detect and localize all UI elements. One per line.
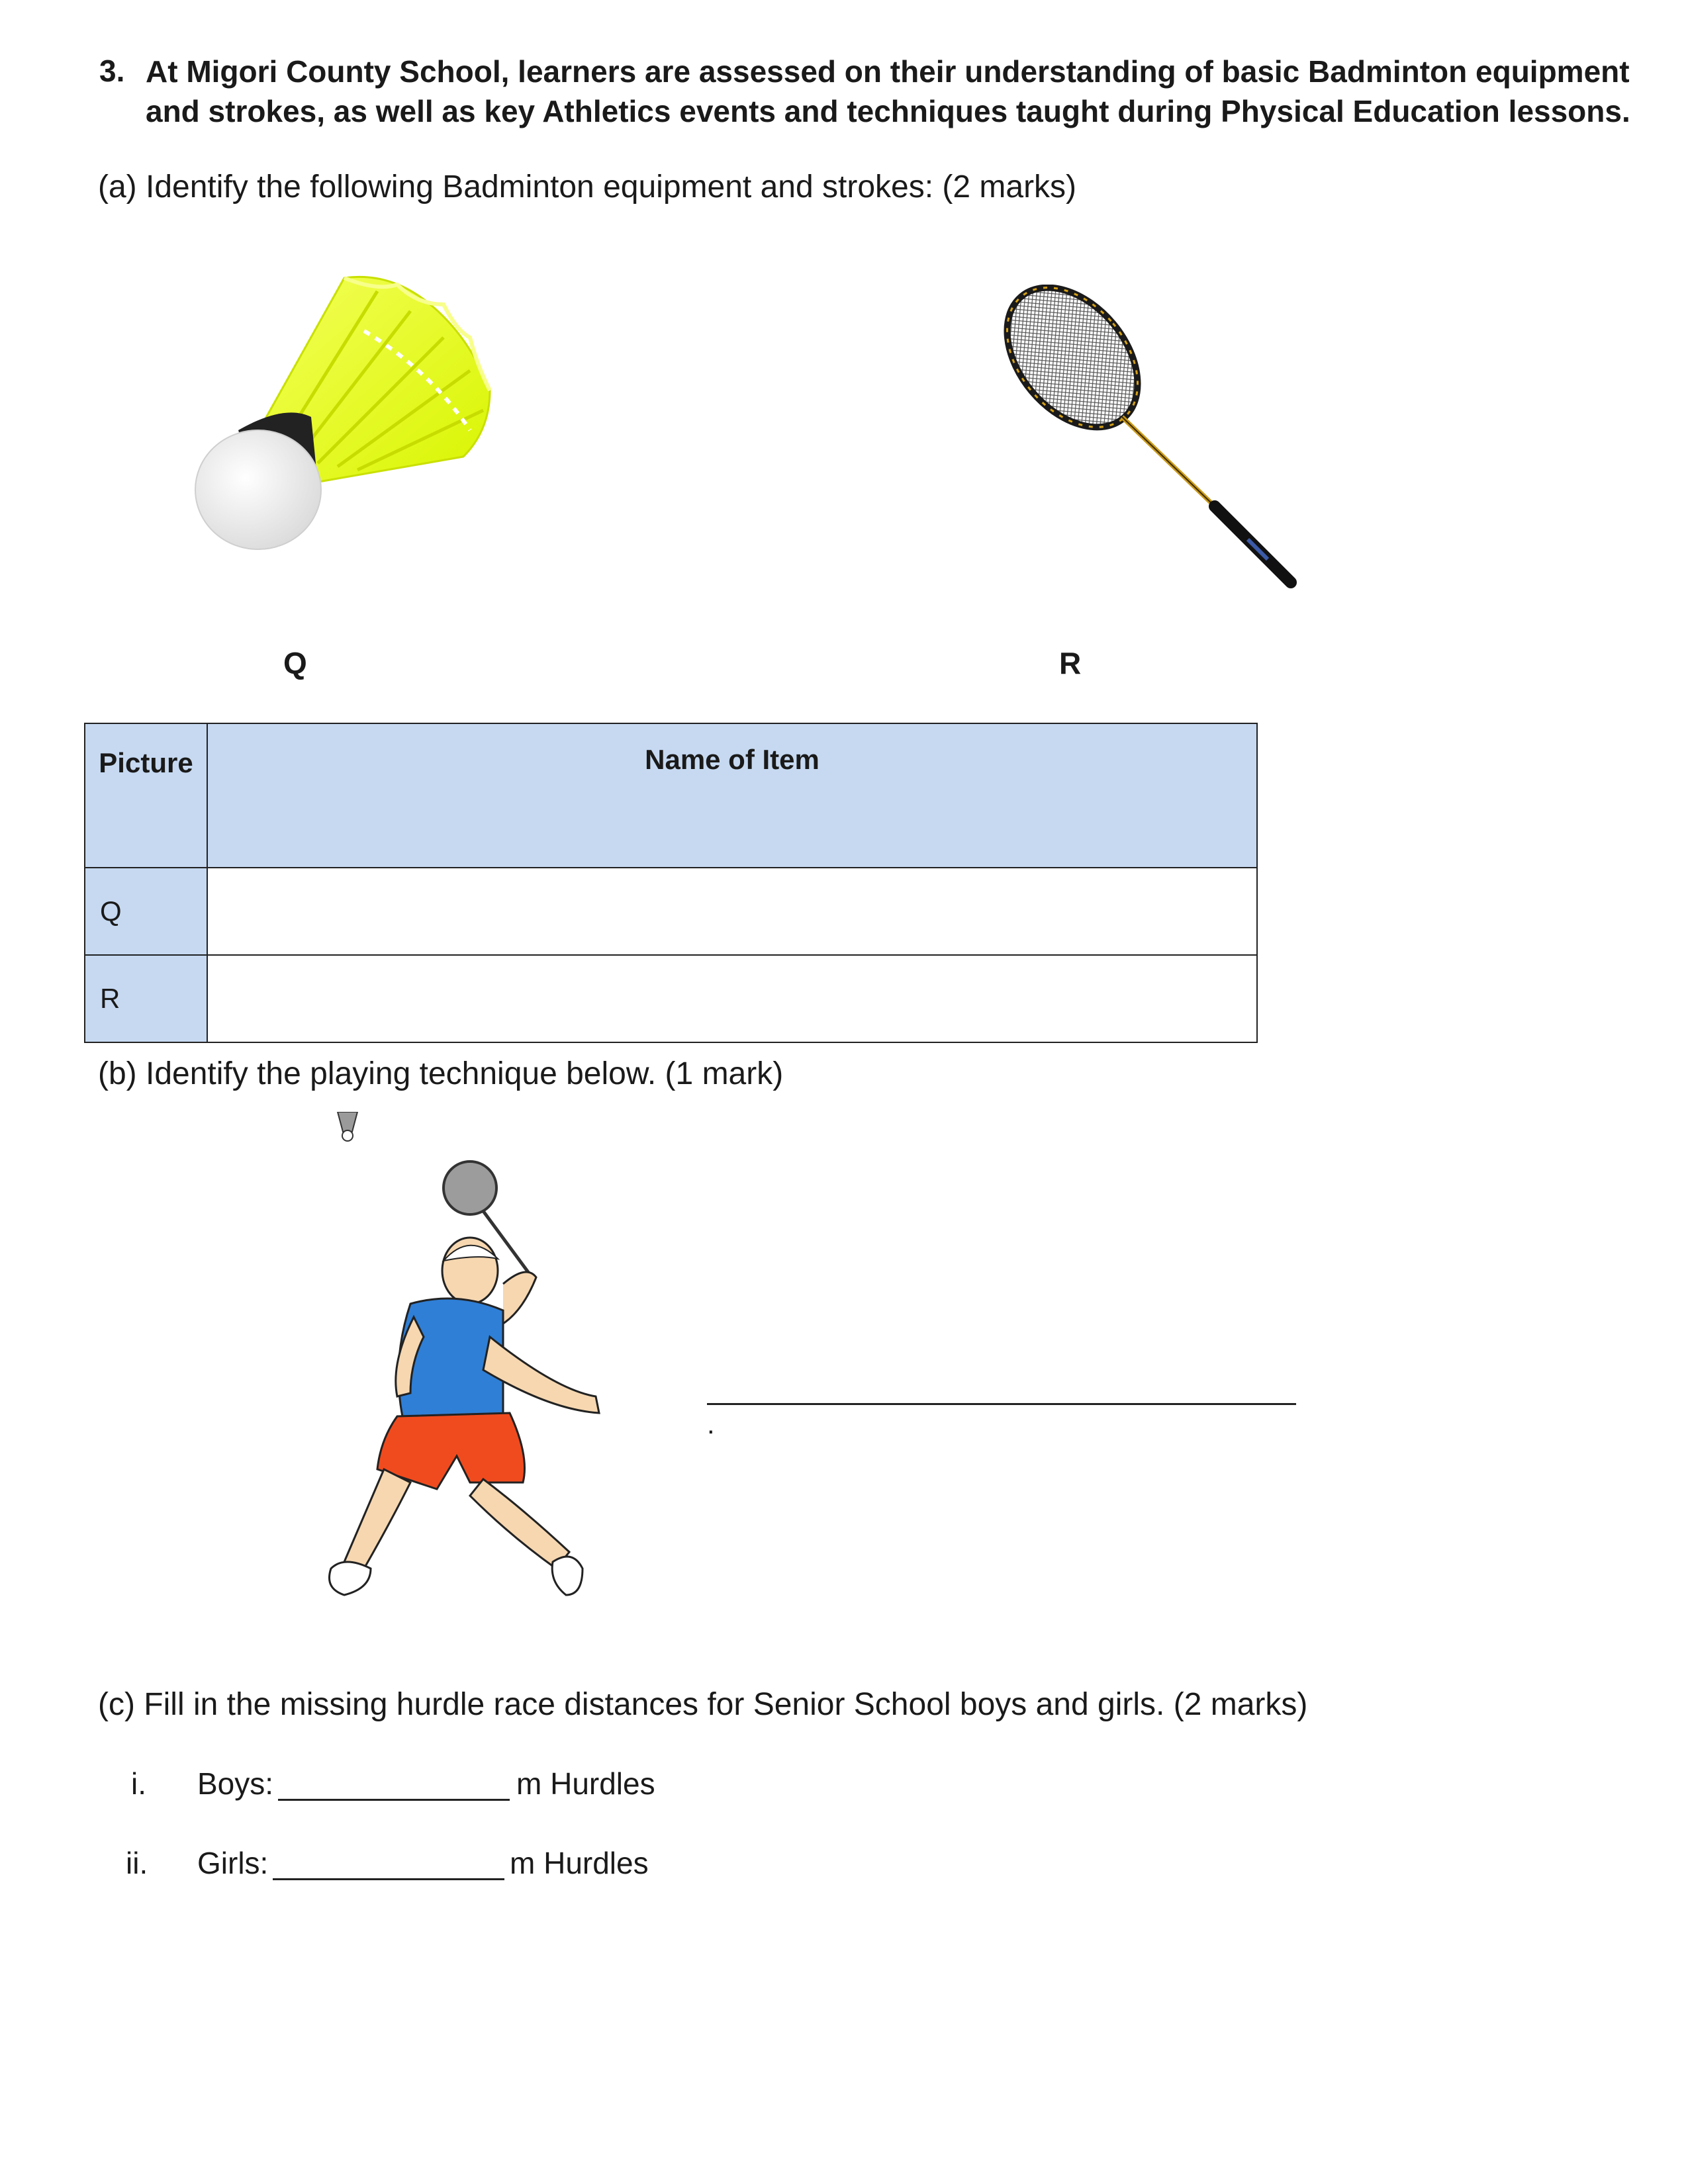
- items-table: [84, 723, 1258, 1043]
- girls-label: Girls:: [197, 1846, 269, 1880]
- answer-cell-r[interactable]: [207, 955, 1257, 1042]
- technique-answer-suffix: .: [707, 1408, 715, 1439]
- answer-cell-q[interactable]: [207, 868, 1257, 955]
- row-picture-label: Q: [85, 868, 207, 955]
- girls-unit: m Hurdles: [510, 1846, 649, 1880]
- header-picture-text: Picture: [99, 747, 193, 778]
- badminton-player-image: [305, 1112, 649, 1615]
- table-row: [85, 868, 1257, 955]
- part-b-prompt: (b) Identify the playing technique below. (1 mark): [98, 1056, 784, 1091]
- girls-numeral: ii.: [126, 1846, 148, 1880]
- question-number: 3.: [99, 54, 125, 88]
- part-c-prompt: (c) Fill in the missing hurdle race distances for Senior School boys and girls. (2 marks): [98, 1687, 1308, 1722]
- racket-image: [986, 285, 1311, 602]
- technique-answer-field[interactable]: [707, 1377, 1303, 1439]
- header-name: Name of Item: [207, 723, 1257, 868]
- header-picture: [85, 723, 207, 868]
- boys-distance-field[interactable]: [278, 1768, 510, 1801]
- shuttlecock-image: [179, 265, 523, 569]
- boys-unit: m Hurdles: [516, 1766, 655, 1801]
- boys-numeral: i.: [131, 1766, 146, 1801]
- girls-distance-field[interactable]: [273, 1848, 504, 1881]
- boys-label: Boys:: [197, 1766, 274, 1801]
- image-r-label: R: [1059, 646, 1082, 680]
- table-row: [85, 955, 1257, 1042]
- image-q-label: Q: [283, 646, 307, 680]
- row-picture-label: R: [85, 955, 207, 1042]
- part-a-prompt: (a) Identify the following Badminton equipment and strokes: (2 marks): [98, 169, 1077, 205]
- question-text: At Migori County School, learners are assessed on their understanding of basic Badminton equipment and strokes, as well as key Athletics events and techniques taught during Physical Education lessons.: [146, 54, 1630, 128]
